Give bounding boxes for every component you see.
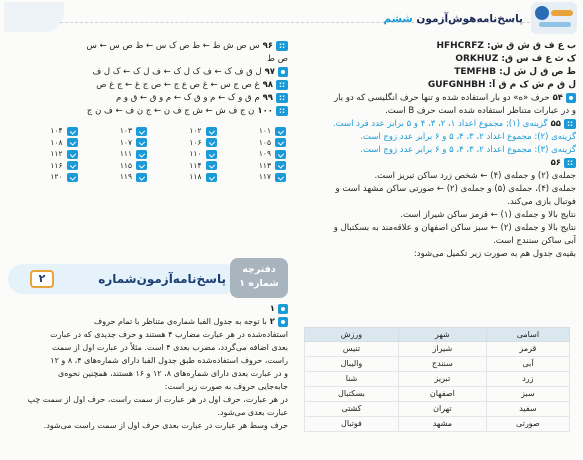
q56-line-3: فوتبال بازی می‌کند. (507, 197, 576, 207)
page-header (0, 0, 583, 36)
grid-cell (219, 161, 287, 171)
check-icon (67, 161, 78, 170)
q2-line-2: استفاده‌شده در هر عبارت مضارب ۴ هستند و حرف جدیدی که در عبارت (50, 330, 288, 339)
question-number: ۱۲۰ (50, 172, 63, 181)
table-cell: تبریز (398, 372, 486, 387)
q2-line-1: ۲با توجه به جدول الفبا شماره‌ی متناظر با تمام حروف (8, 315, 288, 329)
table-row (305, 372, 570, 387)
q2-line-8: عبارت بعدی می‌شود. (217, 408, 288, 417)
check-icon (136, 173, 147, 182)
grid-cell (149, 126, 217, 136)
check-icon (275, 150, 286, 159)
q54-cont: و در عبارات متناظر استفاده شده است حرف B است. (385, 106, 576, 116)
check-icon (136, 150, 147, 159)
q56: ::۵۶ (296, 157, 576, 170)
table-row (305, 387, 570, 402)
grid-cell (149, 149, 217, 159)
table-cell: والیبال (305, 357, 399, 372)
q2-line-9: حرف وسط هر عبارت در عبارت بعدی حرف اول از سمت راست می‌شود. (43, 421, 288, 430)
q56-line-1: جمله‌ی (۲) و جمله‌ی (۴) ← شخص زرد ساکن تبریز است. (374, 171, 576, 181)
q56-line-6: آبی ساکن سنندج است. (493, 236, 576, 246)
answer-icon: :: (276, 93, 288, 103)
question-number: ۱۱۹ (119, 172, 132, 181)
question-number: ۱۱۲ (50, 149, 63, 158)
grid-cell (219, 172, 287, 182)
check-icon (136, 161, 147, 170)
q97: ۹۷ل ق ف ک ← ف ک ل ک ← ف ل ک ← ک ل ف (8, 66, 288, 79)
table-cell: تنیس (305, 342, 399, 357)
banner-title: پاسخ‌نامه‌آزمون‌شماره (98, 272, 226, 286)
check-icon (67, 138, 78, 147)
grid-cell (10, 149, 78, 159)
q96-cont: ص ط (267, 54, 288, 64)
check-icon (206, 127, 217, 136)
check-icon (206, 150, 217, 159)
q2-line-3: بعدی اضافه می‌گردد، مضرب بعدی ۴ است. مثلاً در عبارت اول از سمت (52, 343, 288, 352)
grid-cell (10, 126, 78, 136)
check-icon (67, 150, 78, 159)
title-main: پاسخ‌نامه‌هوش‌آزمون (412, 13, 523, 25)
check-icon (206, 161, 217, 170)
code-line-1: HFHCRFZ :ب ع ف ق ش ق ش (436, 41, 576, 51)
answer-icon: :: (276, 106, 288, 116)
table-cell: سنندج (398, 357, 486, 372)
q98: ::۹۸غ ص ج س ← غ ص ع ج ← ص ج غ ← ج غ ص (8, 79, 288, 92)
table-cell: آبی (486, 357, 569, 372)
grid-cell (149, 172, 217, 182)
q2-line-5: و در عبارت بعدی دارای شماره‌های ۸، ۱۲ و ۱۶ هستند، همچنین نحوه‌ی (57, 369, 288, 378)
title-accent: ششم (383, 13, 413, 25)
grid-row (10, 149, 286, 159)
check-icon (136, 127, 147, 136)
table-cell: سبز (486, 387, 569, 402)
page-title (384, 13, 523, 25)
grid-row (10, 172, 286, 182)
question-number: ۱۱۱ (119, 149, 132, 158)
question-number: ۱۰۳ (119, 126, 132, 135)
answer-icon: :: (276, 41, 288, 51)
table-cell: شنا (305, 372, 399, 387)
q2-line-7: در هر عبارت، حرف اول در هر عبارت از سمت راست، حرف اول از سمت چپ (27, 395, 288, 404)
question-number: ۱۱۶ (50, 160, 63, 170)
q2-line-4: راست، حروف استفاده‌شده طبق جدول الفبا دارای شماره‌های ۴، ۸ و ۱۲ (50, 356, 288, 365)
table-cell: مشهد (398, 417, 486, 432)
table-cell: زرد (486, 372, 569, 387)
q55-option-2: گزینه‌ی (۲): مجموع اعداد ۲، ۳، ۴، ۵ و ۶ برابر عدد زوج است. (360, 132, 576, 142)
q96: ::۹۶س ص ش ط ← ط ص ک س ← ط ص س ← س (8, 40, 288, 53)
question-number: ۱۰۹ (258, 149, 271, 158)
grid-cell (10, 138, 78, 148)
answer-grid (8, 124, 288, 184)
answer-sheet-banner (8, 258, 288, 298)
check-icon (275, 161, 286, 170)
check-icon (67, 127, 78, 136)
booklet-tag: دفترچه شماره ۱ (230, 258, 288, 298)
q55: ::۵۵گزینه‌ی (۱): مجموع اعداد ۱، ۲، ۳، ۴ و ۵ برابر عدد فرد است. (296, 118, 576, 131)
q56-line-5: نتایج بالا و جمله‌ی (۲) ← سبز ساکن اصفهان و علاقه‌مند به بسکتبال و (333, 223, 576, 233)
question-number: ۱۱۵ (119, 160, 132, 170)
answer-table (304, 327, 570, 432)
answer-icon: :: (276, 80, 288, 90)
table-cell: بسکتبال (305, 387, 399, 402)
answer-icon (278, 304, 288, 314)
question-number: ۱۰۴ (50, 126, 63, 135)
question-number: ۱۰۷ (119, 137, 132, 147)
check-icon (275, 173, 286, 182)
q1: ۱ (8, 302, 288, 316)
table-row (305, 417, 570, 432)
table-header: ورزش (305, 328, 399, 342)
grid-cell (149, 161, 217, 171)
grid-cell (80, 172, 148, 182)
answer-icon: :: (564, 119, 576, 129)
question-number: ۱۰۵ (258, 137, 271, 147)
question-number: ۱۱۳ (258, 160, 271, 170)
question-number: ۱۰۱ (258, 126, 271, 135)
brand-logo (531, 2, 577, 34)
code-line-3: TEMFHB :ط ص ق ل ش ل (454, 67, 576, 77)
grid-cell (219, 126, 287, 136)
answer-icon (566, 93, 576, 103)
question-number: ۱۱۸ (189, 172, 202, 181)
grid-cell (80, 138, 148, 148)
code-line-4: GUFGNHBH :ل ق م ش ک م ق آ (427, 80, 576, 90)
table-cell: تهران (398, 402, 486, 417)
table-cell: شیراز (398, 342, 486, 357)
grid-cell (10, 172, 78, 182)
table-cell: کشتی (305, 402, 399, 417)
check-icon (206, 173, 217, 182)
answer-icon (278, 317, 288, 327)
table-cell: اصفهان (398, 387, 486, 402)
q56-line-7: بقیه‌ی جدول هم به صورت زیر تکمیل می‌شود: (413, 249, 576, 259)
table-header: اسامی (486, 328, 569, 342)
grid-cell (219, 138, 287, 148)
grid-cell (80, 161, 148, 171)
banner-number: ۲ (30, 270, 54, 288)
answer-icon (278, 67, 288, 77)
q55-option-3: گزینه‌ی (۳): مجموع اعداد ۲، ۳، ۴، ۵ و ۶ برابر عدد زوج است. (360, 145, 576, 155)
question-number: ۱۱۷ (258, 172, 271, 181)
grid-row (10, 161, 286, 171)
q56-line-2: جمله‌ی (۴)، جمله‌ی (۵) و جمله‌ی (۲) ← صورتی ساکن مشهد است و (335, 184, 576, 194)
grid-cell (80, 149, 148, 159)
table-row (305, 342, 570, 357)
table-row (305, 402, 570, 417)
table-cell: صورتی (486, 417, 569, 432)
grid-cell (10, 161, 78, 171)
check-icon (67, 173, 78, 182)
grid-row (10, 138, 286, 148)
grid-cell (219, 149, 287, 159)
table-cell: قرمز (486, 342, 569, 357)
question-number: ۱۰۸ (50, 137, 63, 147)
check-icon (275, 138, 286, 147)
grid-cell (149, 138, 217, 148)
q54: ۵۴حرف «ه» دو بار استفاده شده و تنها حرف انگلیسی که دو بار (296, 92, 576, 105)
grid-row (10, 126, 286, 136)
table-cell: فوتبال (305, 417, 399, 432)
check-icon (206, 138, 217, 147)
table-header: شهر (398, 328, 486, 342)
right-column (296, 40, 576, 460)
question-number: ۱۱۴ (189, 160, 202, 170)
header-decoration (4, 2, 64, 32)
check-icon (136, 138, 147, 147)
grid-cell (80, 126, 148, 136)
question-number: ۱۱۰ (189, 149, 202, 158)
table-cell: سفید (486, 402, 569, 417)
answer-icon: :: (564, 158, 576, 168)
table-row (305, 357, 570, 372)
q99: ::۹۹م ق و ک ← م و ق ک ← م و ق ← ق و م (8, 92, 288, 105)
q2-line-6: جابه‌جایی حروف به صورت زیر است: (164, 382, 288, 391)
check-icon (275, 127, 286, 136)
code-line-2: ORKHUZ :ک ث ع ف س ق (455, 54, 576, 64)
left-column (8, 40, 288, 460)
question-number: ۱۰۶ (189, 137, 202, 147)
question-number: ۱۰۲ (189, 126, 202, 135)
q100: ::۱۰۰ن ج ف ش ← ش ج ف ن ← ج ن ف ← ف ن ج (8, 105, 288, 118)
q56-line-4: نتایج بالا و جمله‌ی (۱) ← قرمز ساکن شیراز است. (400, 210, 576, 220)
